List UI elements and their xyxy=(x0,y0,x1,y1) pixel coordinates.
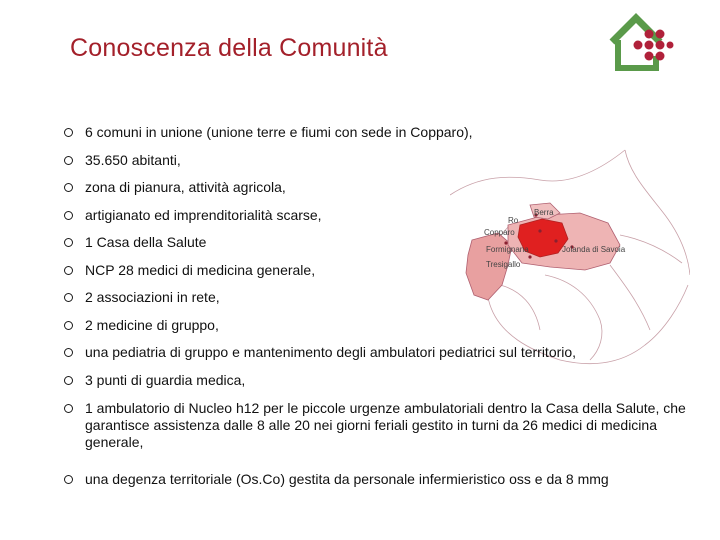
list-item xyxy=(66,234,691,251)
bullet-text: 2 medicine di gruppo, xyxy=(85,317,219,333)
bullet-ring-icon xyxy=(64,183,73,192)
bullet-text: 1 ambulatorio di Nucleo h12 per le piccole urgenze ambulatoriali dentro la Casa della Salute, che garantisce assistenza dalle 8 alle 20 nei giorni feriali gestito in turni da 26 medici di medicina generale, xyxy=(85,400,686,450)
list-item xyxy=(66,179,691,196)
bullet-ring-icon xyxy=(64,238,73,247)
bullet-text: 3 punti di guardia medica, xyxy=(85,372,246,388)
bullet-ring-icon xyxy=(64,404,73,413)
bullet-ring-icon xyxy=(64,211,73,220)
bullet-text: 35.650 abitanti, xyxy=(85,152,181,168)
bullet-ring-icon xyxy=(64,376,73,385)
map-label-formignana: Formignana xyxy=(486,245,529,254)
list-item xyxy=(66,344,691,361)
list-item xyxy=(66,207,691,224)
list-item xyxy=(66,471,691,488)
bullet-text: zona di pianura, attività agricola, xyxy=(85,179,286,195)
bullet-text: 2 associazioni in rete, xyxy=(85,289,220,305)
list-item xyxy=(66,372,691,389)
bullet-text: una degenza territoriale (Os.Co) gestita da personale infermieristico oss e da 8 mmg xyxy=(85,471,609,487)
map-label-jolanda: Jolanda di Savoia xyxy=(562,245,626,254)
list-item xyxy=(66,152,691,169)
bullet-ring-icon xyxy=(64,128,73,137)
house-dots-logo-icon xyxy=(606,12,674,74)
slide-title: Conoscenza della Comunità xyxy=(70,34,388,62)
bullet-ring-icon xyxy=(64,348,73,357)
list-item xyxy=(66,262,691,279)
bullet-ring-icon xyxy=(64,156,73,165)
map-label-ro: Ro xyxy=(508,216,519,225)
map-label-copparo: Copparo xyxy=(484,228,515,237)
bullet-ring-icon xyxy=(64,321,73,330)
bullet-ring-icon xyxy=(64,293,73,302)
bullet-ring-icon xyxy=(64,475,73,484)
bullet-text: 1 Casa della Salute xyxy=(85,234,207,250)
list-item xyxy=(66,317,691,334)
map-label-berra: Berra xyxy=(534,208,554,217)
bullet-text: 6 comuni in unione (unione terre e fiumi con sede in Copparo), xyxy=(85,124,473,140)
bullet-text: NCP 28 medici di medicina generale, xyxy=(85,262,316,278)
bullet-text: una pediatria di gruppo e mantenimento degli ambulatori pediatrici sul territorio, xyxy=(85,344,577,360)
map-label-tresigallo: Tresigallo xyxy=(486,260,521,269)
bullet-text: artigianato ed imprenditorialità scarse, xyxy=(85,207,322,223)
bullet-ring-icon xyxy=(64,266,73,275)
list-item xyxy=(66,124,691,141)
list-item xyxy=(66,289,691,306)
list-item xyxy=(66,400,691,451)
